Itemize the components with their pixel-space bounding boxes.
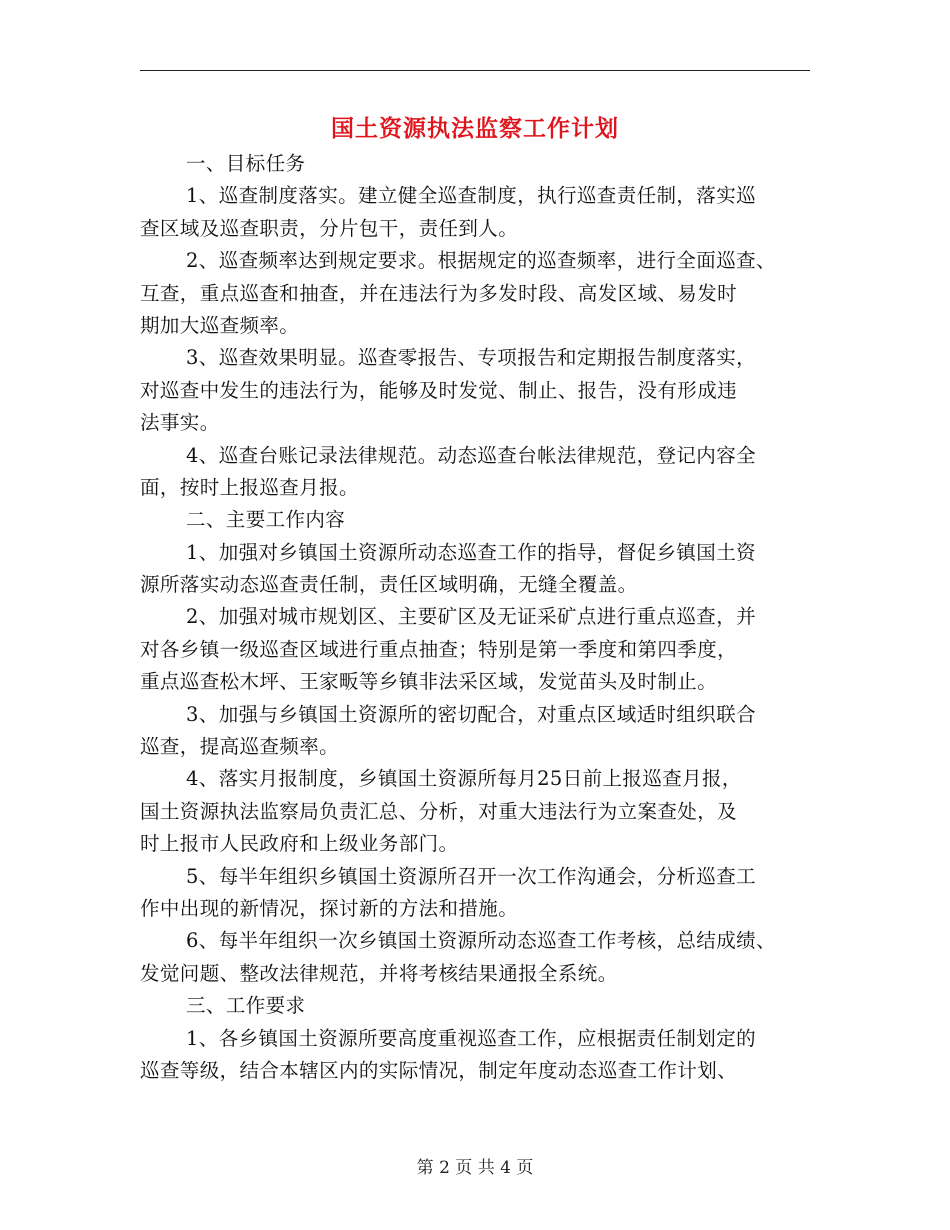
paragraph-line: 对巡查中发生的违法行为，能够及时发觉、制止、报告，没有形成违 (140, 378, 738, 402)
paragraph-line: 查区域及巡查职责，分片包干，责任到人。 (140, 216, 519, 240)
paragraph-line: 时上报市人民政府和上级业务部门。 (140, 832, 459, 856)
paragraph-line: 1、加强对乡镇国土资源所动态巡查工作的指导，督促乡镇国土资 (186, 540, 757, 564)
paragraph-line: 巡查，提高巡查频率。 (140, 735, 340, 759)
section-heading: 一、目标任务 (186, 152, 306, 175)
paragraph-line: 互查，重点巡查和抽查，并在违法行为多发时段、高发区域、易发时 (140, 281, 738, 305)
paragraph-line: 发觉问题、整改法律规范，并将考核结果通报全系统。 (140, 961, 618, 985)
paragraph-line: 3、巡查效果明显。巡查零报告、专项报告和定期报告制度落实， (186, 346, 757, 370)
paragraph-line: 源所落实动态巡查责任制，责任区域明确，无缝全覆盖。 (140, 573, 638, 597)
document-body (140, 148, 830, 1087)
paragraph-line: 5、每半年组织乡镇国土资源所召开一次工作沟通会，分析巡查工 (186, 864, 757, 888)
paragraph-line: 6、每半年组织一次乡镇国土资源所动态巡查工作考核，总结成绩、 (186, 929, 776, 953)
paragraph-line: 2、巡查频率达到规定要求。根据规定的巡查频率，进行全面巡查、 (186, 249, 776, 273)
section-heading: 二、主要工作内容 (186, 508, 346, 532)
paragraph-line: 3、加强与乡镇国土资源所的密切配合，对重点区域适时组织联合 (186, 702, 757, 726)
document-title: 国土资源执法监察工作计划 (331, 115, 619, 142)
paragraph-line: 4、落实月报制度，乡镇国土资源所每月25日前上报巡查月报， (186, 767, 742, 791)
paragraph-line: 重点巡查松木坪、王家畈等乡镇非法采区域，发觉苗头及时制止。 (140, 670, 718, 694)
paragraph-line: 面，按时上报巡查月报。 (140, 475, 359, 499)
section-heading: 三、工作要求 (186, 994, 306, 1018)
paragraph-line: 国土资源执法监察局负责汇总、分析，对重大违法行为立案查处，及 (140, 799, 738, 823)
paragraph-line: 法事实。 (140, 411, 220, 435)
paragraph-line: 4、巡查台账记录法律规范。动态巡查台帐法律规范，登记内容全 (186, 443, 757, 467)
paragraph-line: 作中出现的新情况，探讨新的方法和措施。 (140, 896, 519, 920)
paragraph-line: 期加大巡查频率。 (140, 313, 300, 337)
paragraph-line: 对各乡镇一级巡查区域进行重点抽查；特别是第一季度和第四季度， (140, 637, 738, 661)
paragraph-line: 1、巡查制度落实。建立健全巡查制度，执行巡查责任制，落实巡 (186, 184, 757, 208)
page-footer: 第 2 页 共 4 页 (416, 1158, 534, 1178)
header-rule (140, 70, 810, 71)
paragraph-line: 2、加强对城市规划区、主要矿区及无证采矿点进行重点巡查，并 (186, 605, 757, 629)
paragraph-line: 巡查等级，结合本辖区内的实际情况，制定年度动态巡查工作计划、 (140, 1058, 738, 1082)
paragraph-line: 1、各乡镇国土资源所要高度重视巡查工作，应根据责任制划定的 (186, 1026, 757, 1050)
